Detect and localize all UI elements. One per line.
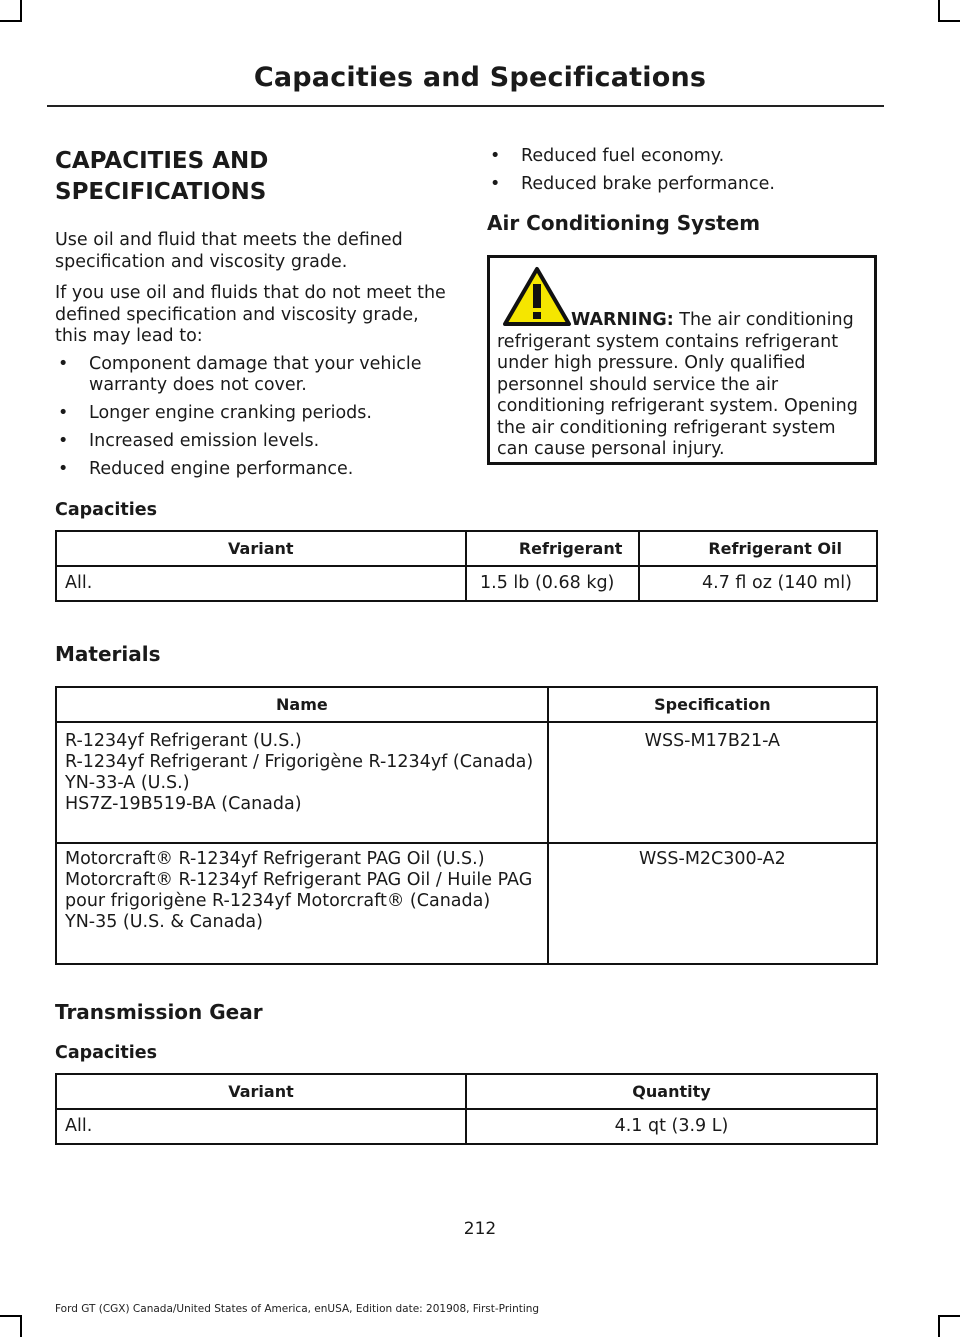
column-header: Specification (548, 687, 877, 722)
list-item: • Component damage that your vehicle warranty does not cover. (55, 354, 450, 397)
table-header-row (56, 1074, 877, 1109)
warning-body: The air conditioning refrigerant system contains refrigerant under high pressure. Only qualified personnel should service the air conditioning refrigerant system. Opening the air conditioning refrigerant system can cause personal injury. (497, 310, 858, 459)
material-name-line: YN-35 (U.S. & Canada) (65, 912, 263, 932)
material-name-line: R-1234yf Refrigerant / Frigorigène R-1234yf (Canada) (65, 752, 534, 772)
table-cell: All. (56, 566, 466, 601)
warning-label: WARNING: (571, 310, 674, 330)
list-item: • Increased emission levels. (55, 431, 450, 453)
crop-mark (0, 1315, 22, 1317)
table-cell: 4.7 fl oz (140 ml) (639, 566, 877, 601)
transmission-capacities-label: Capacities (55, 1043, 158, 1063)
right-column (487, 146, 879, 236)
warning-box (487, 255, 877, 465)
list-item: • Reduced brake performance. (487, 174, 879, 196)
column-header: Refrigerant Oil (639, 531, 877, 566)
page-header-title: Capacities and Specifications (253, 62, 707, 93)
table-row (56, 566, 877, 601)
intro-paragraph: Use oil and fluid that meets the defined specification and viscosity grade. (55, 230, 403, 272)
table-cell: All. (56, 1109, 466, 1144)
crop-mark (20, 0, 22, 22)
ac-capacities-table (55, 530, 878, 602)
transmission-heading: Transmission Gear (55, 1000, 263, 1024)
material-name-line: Motorcraft® R-1234yf Refrigerant PAG Oil / Huile PAG pour frigorigène R-1234yf Motorcraft® (Canada) (65, 870, 533, 911)
table-row (56, 722, 877, 843)
list-item: • Longer engine cranking periods. (55, 403, 450, 425)
section-heading-line1: CAPACITIES AND (55, 148, 269, 174)
crop-mark (938, 1315, 940, 1337)
section-heading-line2: SPECIFICATIONS (55, 179, 267, 205)
material-name-line: YN-33-A (U.S.) (65, 773, 190, 793)
left-column (55, 146, 450, 487)
list-item: • Reduced engine performance. (55, 459, 450, 481)
materials-heading: Materials (55, 642, 161, 666)
list-item: • Reduced fuel economy. (487, 146, 879, 168)
ac-system-heading: Air Conditioning System (487, 210, 761, 235)
crop-mark (938, 1315, 960, 1317)
crop-mark (20, 1315, 22, 1337)
page-footer: Ford GT (CGX) Canada/United States of America, enUSA, Edition date: 201908, First-Printing (55, 1303, 540, 1315)
table-header-row (56, 531, 877, 566)
crop-mark (938, 20, 960, 22)
warning-text (497, 310, 870, 461)
material-name-line: R-1234yf Refrigerant (U.S.) (65, 731, 302, 751)
material-name-line: HS7Z-19B519-BA (Canada) (65, 794, 302, 814)
materials-table (55, 686, 878, 965)
consequence-paragraph: If you use oil and fluids that do not meet the defined specification and viscosity grade, this may lead to: (55, 283, 446, 346)
column-header: Refrigerant (466, 531, 640, 566)
table-row (56, 843, 877, 964)
header-rule (47, 105, 884, 107)
table-row (56, 1109, 877, 1144)
crop-mark (938, 0, 940, 22)
section-heading (55, 146, 450, 208)
table-cell: WSS-M17B21-A (548, 722, 877, 843)
ac-capacities-label: Capacities (55, 500, 158, 520)
table-cell: WSS-M2C300-A2 (548, 843, 877, 964)
table-cell: 4.1 qt (3.9 L) (466, 1109, 877, 1144)
crop-mark (0, 20, 22, 22)
table-cell: 1.5 lb (0.68 kg) (466, 566, 640, 601)
column-header: Name (56, 687, 548, 722)
material-name-line: Motorcraft® R-1234yf Refrigerant PAG Oil (U.S.) (65, 849, 485, 869)
column-header: Variant (56, 1074, 466, 1109)
table-cell (56, 843, 548, 964)
column-header: Quantity (466, 1074, 877, 1109)
column-header: Variant (56, 531, 466, 566)
table-cell (56, 722, 548, 843)
page-number: 212 (463, 1219, 497, 1239)
consequence-list-continued (487, 146, 879, 196)
consequence-list (55, 354, 450, 481)
table-header-row (56, 687, 877, 722)
transmission-capacities-table (55, 1073, 878, 1145)
